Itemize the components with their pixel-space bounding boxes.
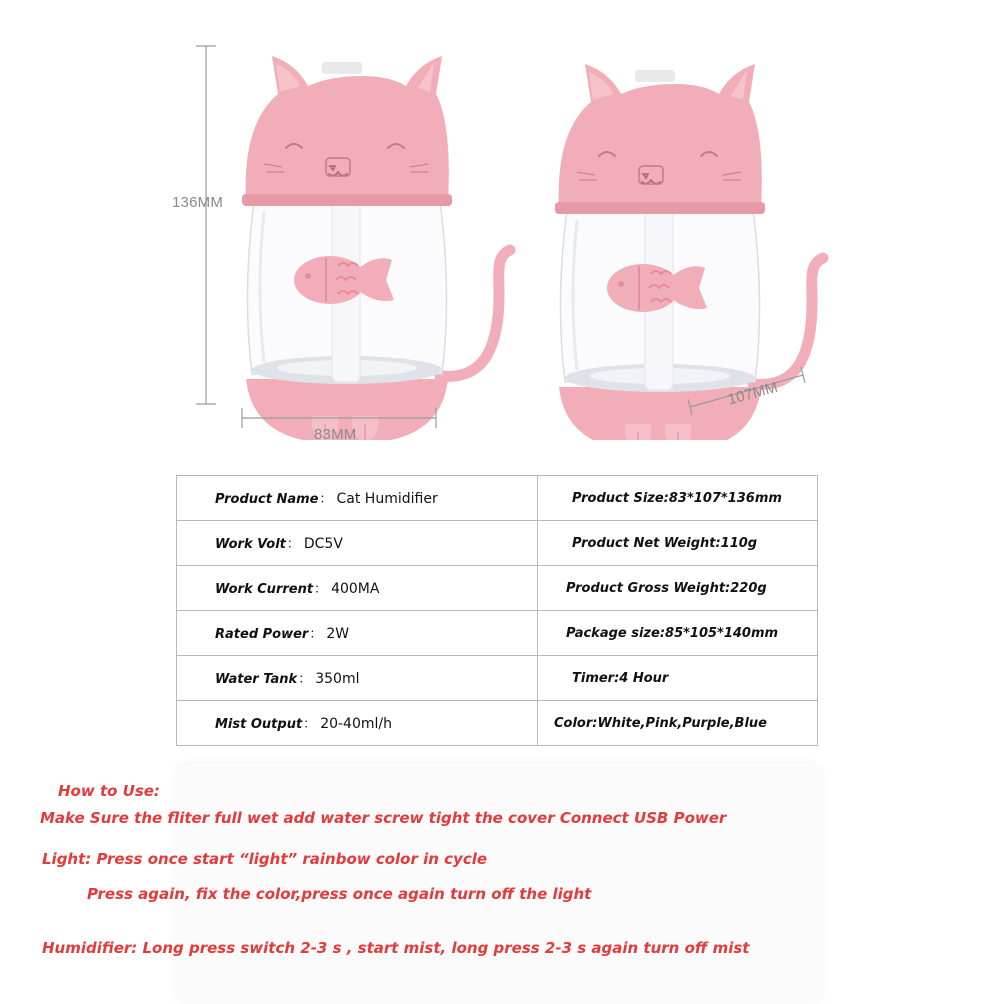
depth-label: 107MM xyxy=(726,378,780,409)
spec-value: 350ml xyxy=(315,671,360,687)
instructions-panel xyxy=(176,764,822,1004)
instruction-light-start: Light: Press once start “light” rainbow color in cycle xyxy=(42,850,488,868)
instruction-step-power: Make Sure the fliter full wet add water screw tight the cover Connect USB Power xyxy=(40,809,727,827)
product-illustration xyxy=(0,0,1000,440)
spec-colon: ： xyxy=(319,492,333,507)
instruction-humidifier: Humidifier: Long press switch 2-3 s , start mist, long press 2-3 s again turn off mist xyxy=(42,939,750,957)
spec-cell-water-tank xyxy=(177,656,538,701)
spec-cell-work-volt xyxy=(177,521,538,566)
spec-cell-timer xyxy=(538,656,818,701)
spec-value: 20-40ml/h xyxy=(320,716,392,732)
how-to-use-title: How to Use: xyxy=(58,782,160,800)
spec-colon: ： xyxy=(303,717,317,732)
spec-cell-color xyxy=(538,701,818,746)
table-row xyxy=(177,476,818,521)
spec-cell-work-current xyxy=(177,566,538,611)
spec-value: DC5V xyxy=(303,536,343,552)
spec-value: Cat Humidifier xyxy=(336,491,438,507)
spec-colon: ： xyxy=(286,537,300,552)
spec-label: Work Current xyxy=(215,582,314,597)
spec-cell-gross-weight xyxy=(538,566,818,611)
cat-humidifier-front-image xyxy=(242,56,510,440)
spec-colon: ： xyxy=(298,672,312,687)
spec-value: 2W xyxy=(326,626,350,642)
spec-text: Product Size:83*107*136mm xyxy=(572,491,782,506)
spec-colon: ： xyxy=(309,627,323,642)
table-row xyxy=(177,701,818,746)
width-label: 83MM xyxy=(314,426,357,443)
spec-colon: ： xyxy=(314,582,328,597)
height-dimension-line xyxy=(196,46,216,404)
spec-label: Mist Output xyxy=(215,717,303,732)
spec-text: Timer:4 Hour xyxy=(572,671,669,686)
spec-label: Rated Power xyxy=(215,627,309,642)
spec-label: Product Name xyxy=(215,492,319,507)
table-row xyxy=(177,611,818,656)
cat-humidifier-side-image xyxy=(555,64,823,440)
spec-cell-rated-power xyxy=(177,611,538,656)
table-row xyxy=(177,566,818,611)
height-label: 136MM xyxy=(172,194,224,211)
spec-cell-product-size xyxy=(538,476,818,521)
product-illustration-area xyxy=(0,0,1000,443)
spec-text: Product Gross Weight:220g xyxy=(566,581,767,596)
table-row xyxy=(177,521,818,566)
spec-cell-product-name xyxy=(177,476,538,521)
instruction-light-fix: Press again, fix the color,press once again turn off the light xyxy=(87,885,592,903)
spec-text: Package size:85*105*140mm xyxy=(566,626,779,641)
spec-label: Water Tank xyxy=(215,672,298,687)
spec-label: Work Volt xyxy=(215,537,286,552)
table-row xyxy=(177,656,818,701)
spec-cell-net-weight xyxy=(538,521,818,566)
spec-text: Color:White,Pink,Purple,Blue xyxy=(554,716,767,731)
spec-value: 400MA xyxy=(331,581,380,597)
spec-cell-mist-output xyxy=(177,701,538,746)
spec-table xyxy=(176,475,818,746)
spec-text: Product Net Weight:110g xyxy=(572,536,758,551)
spec-cell-package-size xyxy=(538,611,818,656)
